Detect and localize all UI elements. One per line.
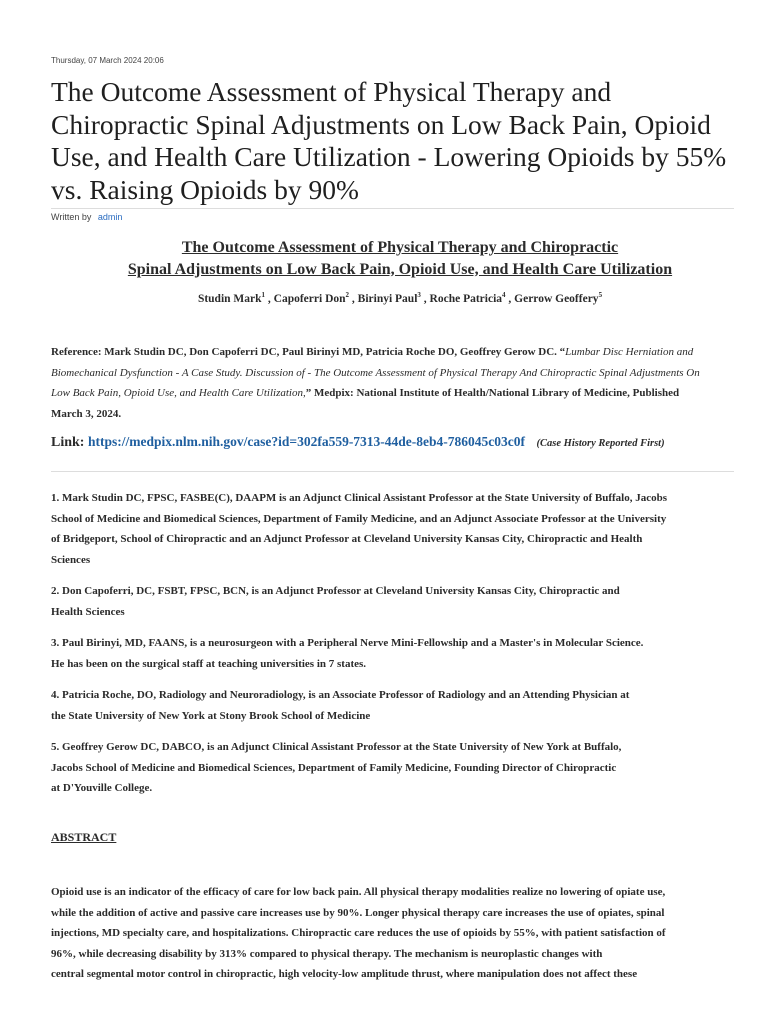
- author-list: Studin Mark$^1$ , Capoferri Don$^2$ , Birinyi Paul$^3$ , Roche Patricia$^4$ , Gerrow Geoffery$^5$: [197, 291, 603, 305]
- affiliation-line: the State University of New York at Stony Brook School of Medicine: [51, 709, 371, 722]
- author-sup: 3: [417, 291, 421, 299]
- paper-title-line: Spinal Adjustments on Low Back Pain, Opioid Use, and Health Care Utilization: [127, 260, 673, 278]
- author-sup: 5: [598, 291, 603, 299]
- reference-prefix: Reference: Mark Studin DC, Don Capoferri DC, Paul Birinyi MD, Patricia Roche DO, Geoffrey Gerow DC. “: [51, 346, 566, 358]
- author-name: Studin Mark: [197, 292, 262, 305]
- abstract-line: while the addition of active and passive care increases use by 90%. Longer physical therapy care increases the use of opiates, spinal: [51, 906, 665, 919]
- affiliation-paragraph: [51, 737, 768, 799]
- link-note: (Case History Reported First): [536, 438, 665, 449]
- author-name: Gerrow Geoffery: [514, 292, 599, 305]
- reference-suffix: ” Medpix: National Institute of Health/National Library of Medicine, Published March 3, 2024.: [51, 387, 680, 420]
- abstract-line: 96%, while decreasing disability by 313% compared to physical therapy. The mechanism is neuroplastic changes with: [51, 947, 603, 960]
- abstract-line: Opioid use is an indicator of the efficacy of care for low back pain. All physical therapy modalities realize no lowering of opiate use,: [51, 886, 666, 898]
- affiliation-line: 5. Geoffrey Gerow DC, DABCO, is an Adjunct Clinical Assistant Professor at the State University of New York at Buffalo,: [51, 741, 622, 753]
- article-date: Thursday, 07 March 2024 20:06: [51, 56, 164, 65]
- link-label: Link:: [51, 435, 85, 450]
- abstract-heading: ABSTRACT: [51, 830, 117, 844]
- paper-title: [51, 237, 749, 280]
- affiliation-line: Health Sciences: [51, 605, 125, 618]
- affiliation-paragraph: [51, 488, 768, 570]
- affiliation-line: Jacobs School of Medicine and Biomedical Sciences, Department of Family Medicine, Founding Director of Chiropractic: [51, 761, 617, 774]
- affiliation-paragraph: [51, 581, 768, 622]
- author-link[interactable]: admin: [97, 212, 123, 222]
- section-divider: [51, 471, 734, 472]
- affiliation-line: at D'Youville College.: [51, 782, 153, 794]
- paper-title-line: The Outcome Assessment of Physical Therapy and Chiropractic: [181, 239, 619, 256]
- abstract-line: central segmental motor control in chiropractic, high velocity-low amplitude thrust, where manipulation does not affect these: [51, 968, 638, 980]
- affiliation-line: of Bridgeport, School of Chiropractic and an Adjunct Professor at Cleveland University Kansas City, Chiropractic and Health: [51, 533, 643, 545]
- affiliation-line: 4. Patricia Roche, DO, Radiology and Neuroradiology, is an Associate Professor of Radiology and an Attending Physician at: [51, 689, 630, 701]
- affiliation-line: 1. Mark Studin DC, FPSC, FASBE(C), DAAPM is an Adjunct Clinical Assistant Professor at the State University of Buffalo, Jacobs: [51, 492, 668, 504]
- author-sup: 4: [502, 291, 506, 299]
- article-title: The Outcome Assessment of Physical Therapy and Chiropractic Spinal Adjustments on Low Back Pain, Opioid Use, and Health Care Utilization - Lowering Opioids by 55% vs. Raising Opioids by 90%: [51, 76, 727, 205]
- author-sup: 1: [261, 291, 266, 299]
- author-name: Capoferri Don: [273, 292, 346, 305]
- abstract-line: injections, MD specialty care, and hospitalizations. Chiropractic care reduces the use of opioids by 55%, with patient satisfaction of: [51, 927, 666, 939]
- author-name: Roche Patricia: [429, 292, 503, 305]
- written-by-label: Written by: [51, 212, 92, 222]
- link-line: [51, 434, 665, 451]
- affiliation-line: 2. Don Capoferri, DC, FSBT, FPSC, BCN, is an Adjunct Professor at Cleveland University Kansas City, Chiropractic and: [51, 585, 620, 597]
- title-divider: [51, 208, 734, 209]
- abstract-paragraph: [51, 882, 768, 985]
- affiliation-paragraph: [51, 685, 768, 726]
- affiliation-line: Sciences: [51, 553, 91, 566]
- medpix-link[interactable]: https://medpix.nlm.nih.gov/case?id=302fa559-7313-44de-8eb4-786045c03c0f: [87, 434, 526, 449]
- affiliation-line: 3. Paul Birinyi, MD, FAANS, is a neurosurgeon with a Peripheral Nerve Mini-Fellowship and a Master's in Molecular Science.: [51, 637, 644, 649]
- affiliation-line: School of Medicine and Biomedical Sciences, Department of Family Medicine, and an Adjunct Associate Professor at the University: [51, 512, 667, 525]
- author-sup: 2: [345, 291, 350, 299]
- byline: [51, 212, 122, 222]
- reference-italic: Lumbar Disc Herniation and Biomechanical Dysfunction - A Case Study. Discussion of - The Outcome Assessment of Physical Therapy And Chiropractic Spinal Adjustments On Low Back Pain, Opioid Use, and Health Care Utilization,: [51, 346, 700, 399]
- affiliation-paragraph: [51, 633, 768, 674]
- author-name: Birinyi Paul: [357, 292, 418, 305]
- reference-paragraph: [51, 342, 711, 424]
- affiliation-line: He has been on the surgical staff at teaching universities in 7 states.: [51, 657, 367, 670]
